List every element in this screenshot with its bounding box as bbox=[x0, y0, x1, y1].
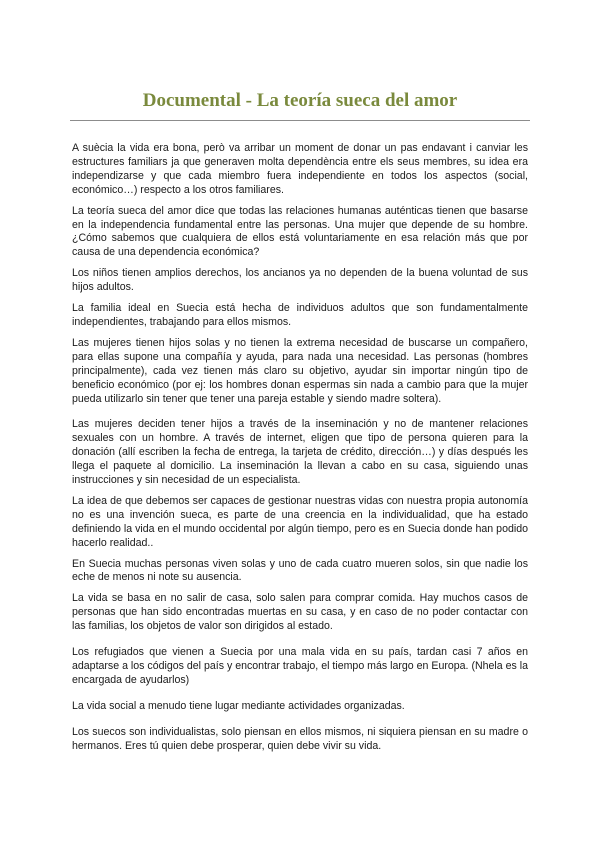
paragraph: Los refugiados que vienen a Suecia por una mala vida en su país, tardan casi 7 años en adaptarse a los códigos del país y encontrar trabajo, el tiempo más largo en Europa. (Nhela es la encargada de ayudarlos) bbox=[72, 646, 528, 686]
paragraph: La familia ideal en Suecia está hecha de individuos adultos que son fundamentalmente independientes, trabajando para ellos mismos. bbox=[72, 302, 528, 328]
paragraph: Las mujeres tienen hijos solas y no tienen la extrema necesidad de buscarse un compañero, para ellas supone una compañía y ayuda, para nada una necesidad. Las personas (hombres principalmente), cada vez tienen más claro su objetivo, ayudar sin importar ningún tipo de beneficio económico (por ej: los hombres donan espermas sin nada a cambio para que la mujer pueda utilizarlo sin tener que tener una pareja estable y siendo madre soltera). bbox=[72, 336, 528, 405]
document-body bbox=[72, 142, 528, 761]
paragraph: Los niños tienen amplios derechos, los ancianos ya no dependen de la buena voluntad de sus hijos adultos. bbox=[72, 267, 528, 294]
paragraph: La idea de que debemos ser capaces de gestionar nuestras vidas con nuestra propia autonomía no es una invención sueca, es parte de una creencia en la individualidad, que ha estado definiendo la vida en el mundo occidental por algún tiempo, pero es en Suecia donde han podido hacerlo realidad.. bbox=[72, 494, 528, 549]
document-title: Documental - La teoría sueca del amor bbox=[142, 90, 458, 111]
paragraph: A suècia la vida era bona, però va arribar un moment de donar un pas endavant i canviar les estructures familiars ja que generaven molta dependència entre els seus membres, su idea era independizarse y que cada miembro fuera independiente en todos los aspectos (social, económico…) respecto a los otros familiares. bbox=[72, 142, 528, 196]
paragraph: La teoría sueca del amor dice que todas las relaciones humanas auténticas tienen que basarse en la independencia fundamental entre las personas. Una mujer que depende de su hombre. ¿Cómo sabemos que cualquiera de ellos está voluntariamente en esa relación más que por causa de una dependencia económica? bbox=[72, 204, 528, 259]
paragraph: Los suecos son individualistas, solo piensan en ellos mismos, ni siquiera piensan en su madre o hermanos. Eres tú quien debe prosperar, quien debe vivir su vida. bbox=[72, 725, 528, 752]
paragraph: En Suecia muchas personas viven solas y uno de cada cuatro mueren solos, sin que nadie los eche de menos ni note su ausencia. bbox=[72, 557, 528, 584]
paragraph: La vida social a menudo tiene lugar mediante actividades organizadas. bbox=[72, 699, 405, 712]
paragraph: La vida se basa en no salir de casa, solo salen para comprar comida. Hay muchos casos de personas que han sido encontradas muertas en su casa, y en caso de no poder contactar con las familias, los objetos de valor son dirigidos al estado. bbox=[72, 592, 528, 633]
paragraph: Las mujeres deciden tener hijos a través de la inseminación y no de mantener relaciones sexuales con un hombre. A través de internet, eligen que tipo de persona quieren para la donación (allí escriben la fecha de entrega, la tarjeta de crédito, dirección…) y días después les llega el paquete al domicilio. La inseminación la llevan a cabo en su casa, siguiendo unas instrucciones y sin necesidad de un especialista. bbox=[72, 418, 528, 487]
title-divider bbox=[70, 120, 530, 121]
